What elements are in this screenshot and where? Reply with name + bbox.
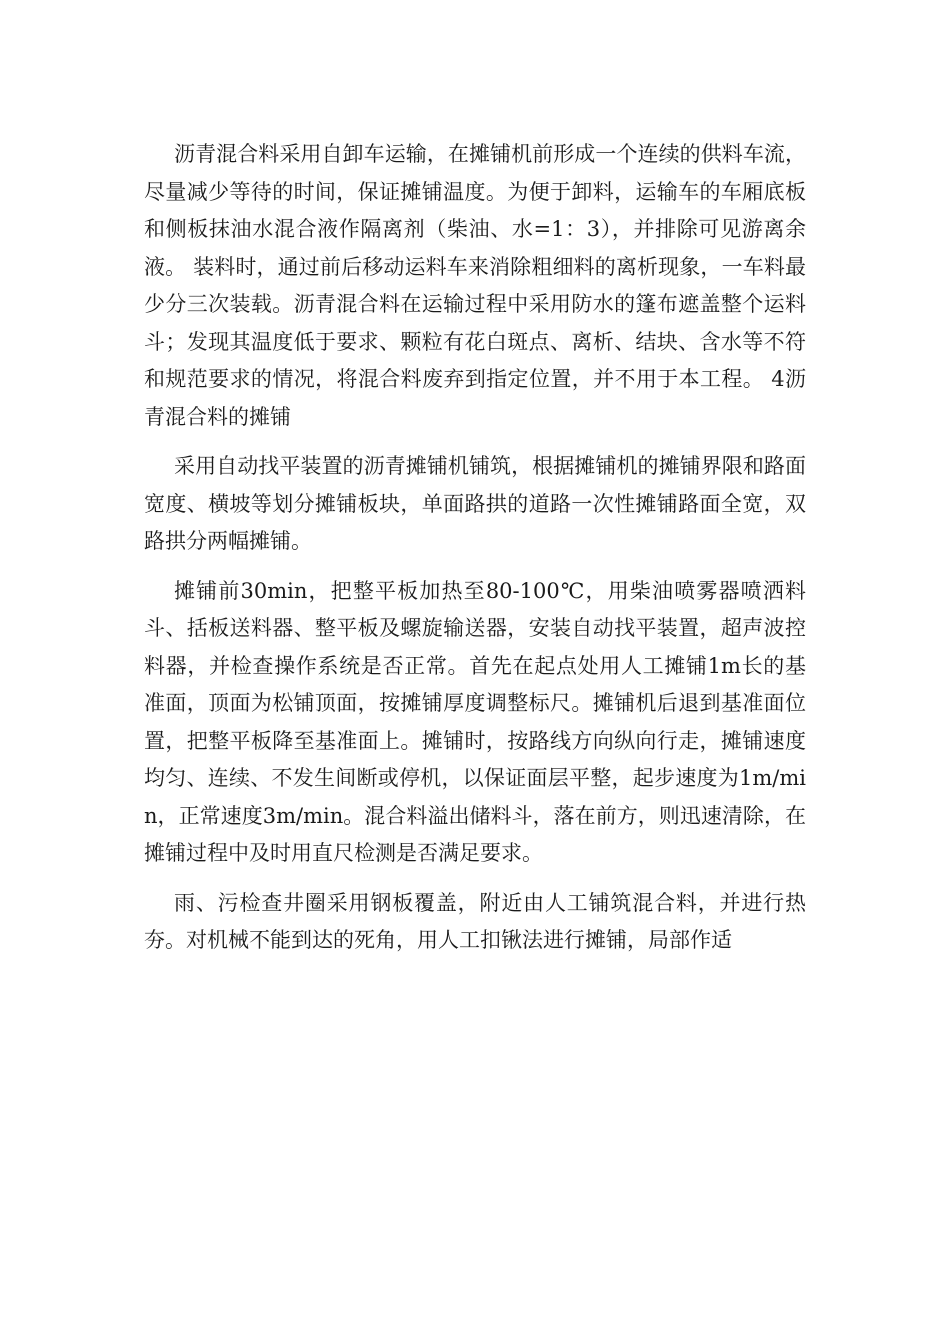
paragraph-paving-procedure: 摊铺前30min，把整平板加热至80-100℃，用柴油喷雾器喷洒料斗、括板送料器、整平板及螺旋输送器，安装自动找平装置，超声波控料器，并检查操作系统是否正常。首先在起点处用人工摊铺1m长的基准面，顶面为松铺顶面，按摊铺厚度调整标尺。摊铺机后退到基准面位置，把整平板降至基准面上。摊铺时，按路线方向纵向行走，摊铺速度均匀、连续、不发生间断或停机，以保证面层平整，起步速度为1m/min，正常速度3m/min。混合料溢出储料斗，落在前方，则迅速清除，在摊铺过程中及时用直尺检测是否满足要求。 bbox=[144, 578, 806, 865]
paragraph-asphalt-transport: 沥青混合料采用自卸车运输，在摊铺机前形成一个连续的供料车流，尽量减少等待的时间，保证摊铺温度。为便于卸料，运输车的车厢底板和侧板抹油水混合液作隔离剂（柴油、水=1：3），并排除可见游离余液。 装料时，通过前后移动运料车来消除粗细料的离析现象，一车料最少分三次装载。沥青混合料在运输过程中采用防水的篷布遮盖整个运料斗；发现其温度低于要求、颗粒有花白斑点、离析、结块、含水等不符和规范要求的情况，将混合料废弃到指定位置，并不用于本工程。 4沥青混合料的摊铺 bbox=[144, 142, 806, 429]
paragraph-manhole-treatment: 雨、污检查井圈采用钢板覆盖，附近由人工铺筑混合料，并进行热夯。对机械不能到达的死角，用人工扣锹法进行摊铺，局部作适 bbox=[144, 890, 806, 952]
paragraph-paver-method: 采用自动找平装置的沥青摊铺机铺筑，根据摊铺机的摊铺界限和路面宽度、横坡等划分摊铺板块，单面路拱的道路一次性摊铺路面全宽，双路拱分两幅摊铺。 bbox=[144, 454, 806, 553]
document-body bbox=[144, 136, 806, 972]
